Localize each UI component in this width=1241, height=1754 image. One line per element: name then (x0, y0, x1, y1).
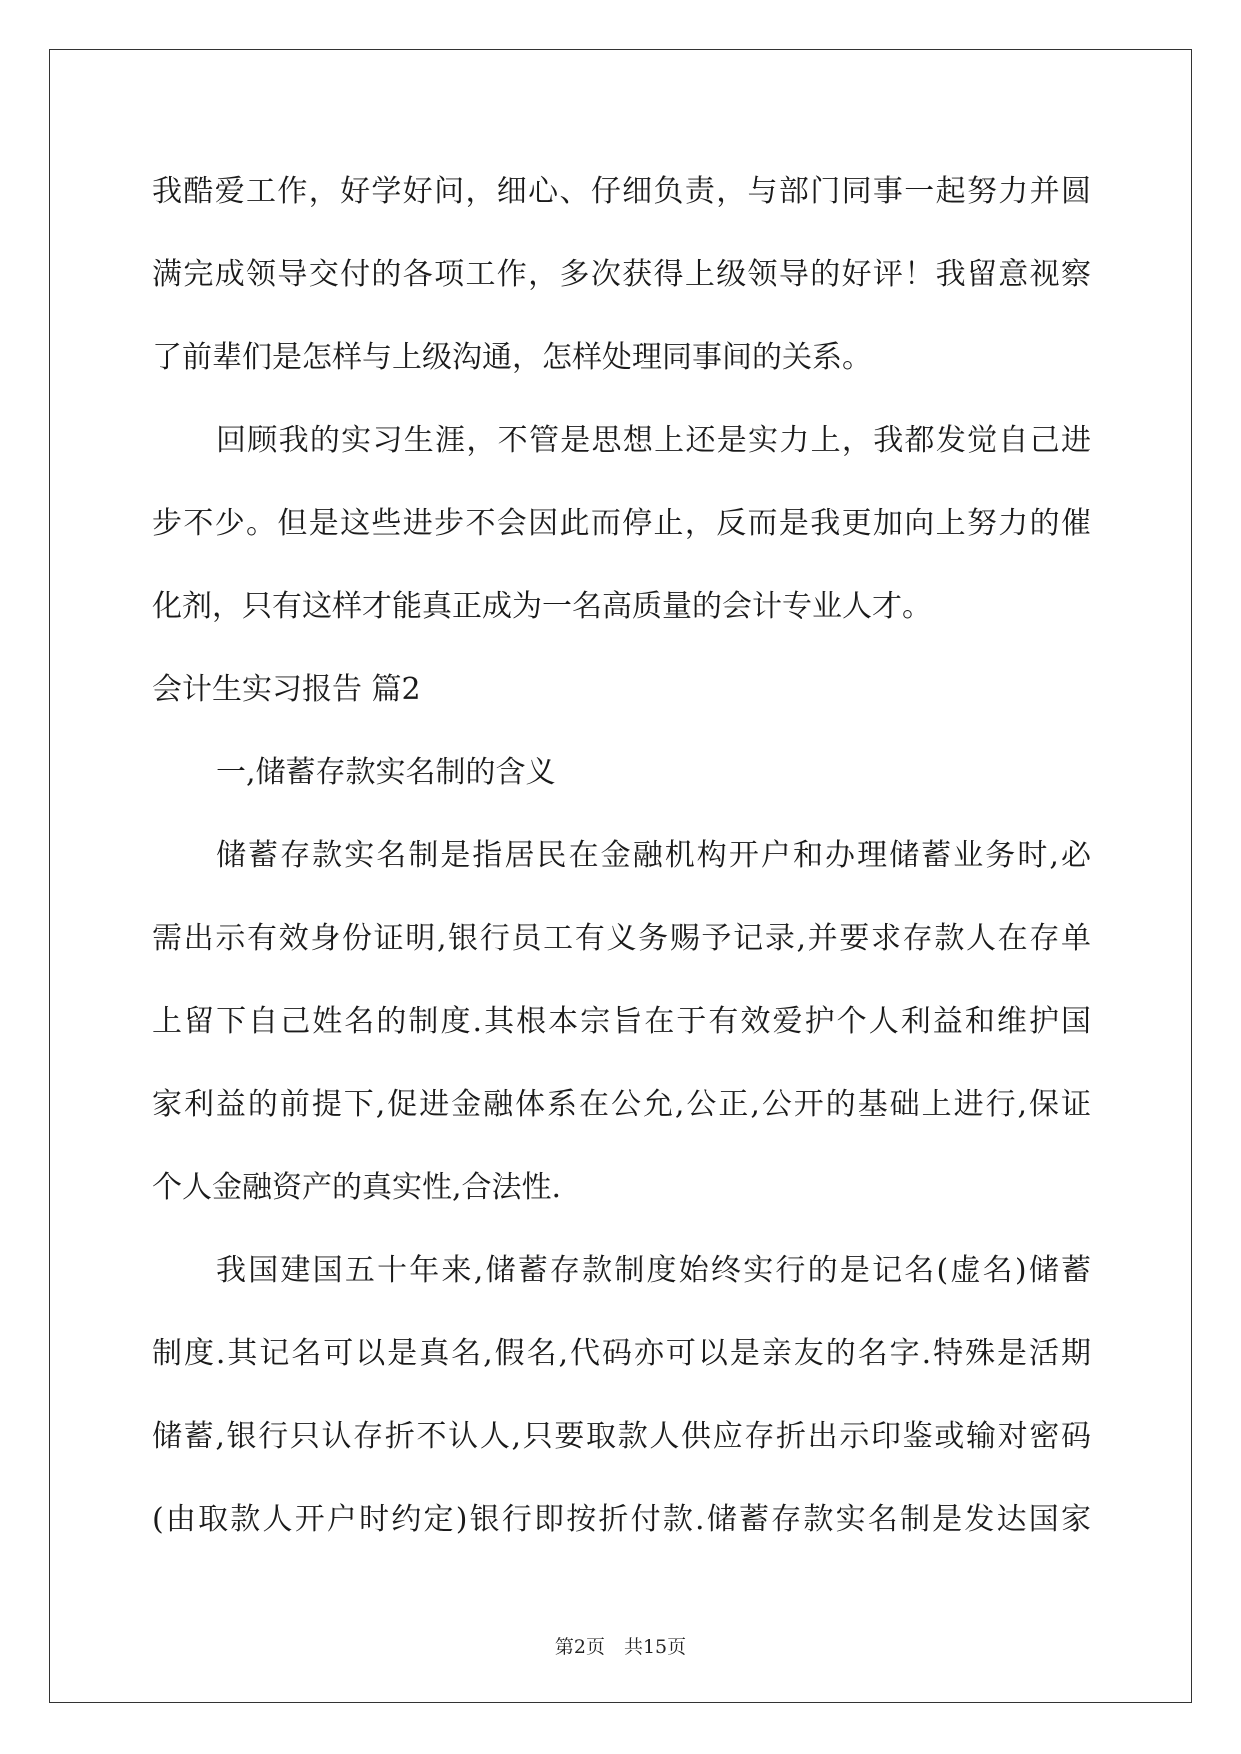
paragraph-line: 储蓄存款实名制是指居民在金融机构开户和办理储蓄业务时,必 (216, 838, 1091, 873)
paragraph-line: 化剂，只有这样才能真正成为一名高质量的会计专业人才。 (152, 589, 932, 624)
paragraph-line: 需出示有效身份证明,银行员工有义务赐予记录,并要求存款人在存单 (152, 921, 1091, 956)
paragraph-line: 满完成领导交付的各项工作，多次获得上级领导的好评！我留意视察 (152, 257, 1091, 292)
paragraph-line: 个人金融资产的真实性,合法性. (152, 1170, 562, 1205)
page-footer (0, 1632, 1241, 1659)
paragraph-line: 我国建国五十年来,储蓄存款制度始终实行的是记名(虚名)储蓄 (216, 1253, 1091, 1288)
section-heading: 会计生实习报告 篇2 (152, 672, 421, 707)
paragraph-line: 了前辈们是怎样与上级沟通，怎样处理同事间的关系。 (152, 340, 872, 375)
paragraph-line: 储蓄,银行只认存折不认人,只要取款人供应存折出示印鉴或输对密码 (152, 1419, 1091, 1454)
paragraph-line: 我酷爱工作，好学好问，细心、仔细负责，与部门同事一起努力并圆 (152, 174, 1091, 209)
paragraph-line: (由取款人开户时约定)银行即按折付款.储蓄存款实名制是发达国家 (152, 1502, 1091, 1537)
paragraph-line: 回顾我的实习生涯，不管是思想上还是实力上，我都发觉自己进 (216, 423, 1091, 458)
subsection-heading: 一,储蓄存款实名制的含义 (216, 755, 556, 790)
paragraph-line: 步不少。但是这些进步不会因此而停止，反而是我更加向上努力的催 (152, 506, 1091, 541)
paragraph-line: 上留下自己姓名的制度.其根本宗旨在于有效爱护个人利益和维护国 (152, 1004, 1091, 1039)
page-number: 第2页 共15页 (554, 1636, 687, 1658)
paragraph-line: 家利益的前提下,促进金融体系在公允,公正,公开的基础上进行,保证 (152, 1087, 1091, 1122)
document-body (152, 160, 1091, 1571)
paragraph-line: 制度.其记名可以是真名,假名,代码亦可以是亲友的名字.特殊是活期 (152, 1336, 1091, 1371)
